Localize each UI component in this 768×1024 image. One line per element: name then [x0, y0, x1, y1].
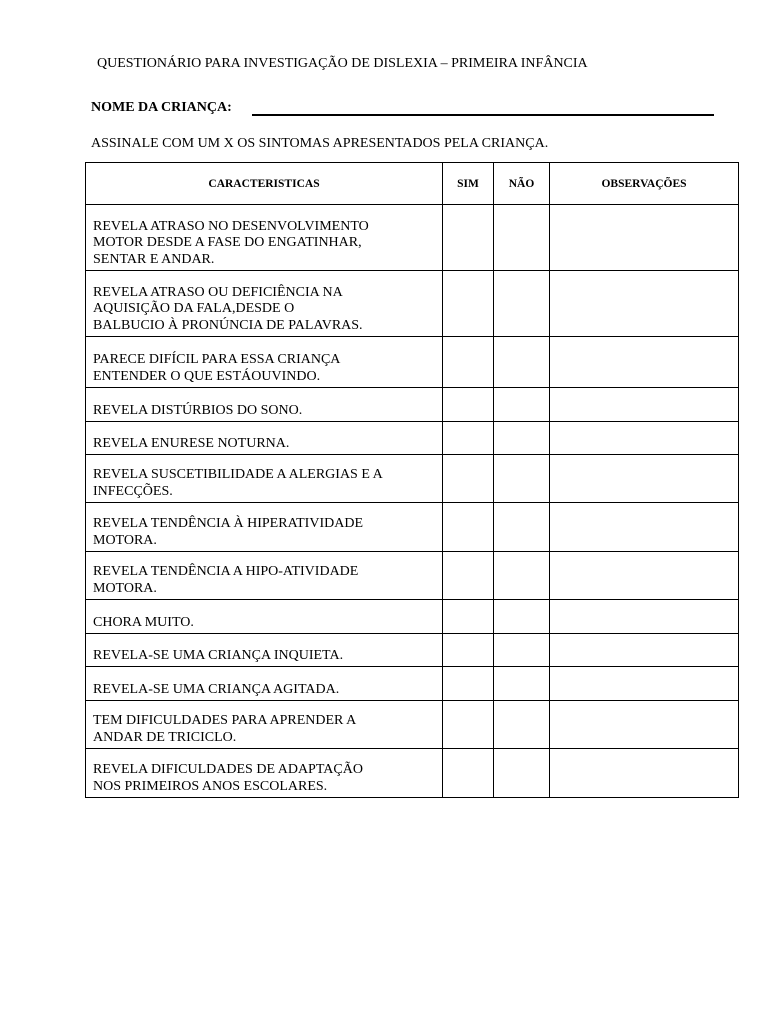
table-row	[86, 271, 739, 337]
table-row	[86, 749, 739, 798]
table-row	[86, 503, 739, 552]
sim-cell	[443, 701, 494, 749]
observations-cell	[550, 503, 739, 552]
characteristic-cell	[86, 600, 443, 634]
sim-cell	[443, 337, 494, 388]
instruction-text: ASSINALE COM UM X OS SINTOMAS APRESENTADOS PELA CRIANÇA.	[91, 136, 549, 151]
nao-cell	[494, 205, 550, 271]
characteristic-cell	[86, 271, 443, 337]
sim-cell	[443, 455, 494, 503]
sim-cell	[443, 388, 494, 422]
observations-cell	[550, 749, 739, 798]
characteristic-text-line: REVELA DIFICULDADES DE ADAPTAÇÃO	[93, 762, 363, 777]
characteristic-text-line: REVELA ATRASO OU DEFICIÊNCIA NA	[93, 284, 343, 300]
document-title: QUESTIONÁRIO PARA INVESTIGAÇÃO DE DISLEXIA – PRIMEIRA INFÂNCIA	[97, 56, 588, 71]
nao-cell	[494, 455, 550, 503]
nao-cell	[494, 701, 550, 749]
characteristic-text-line: ANDAR DE TRICICLO.	[93, 729, 237, 745]
table-row	[86, 701, 739, 749]
nao-cell	[494, 749, 550, 798]
sim-cell	[443, 552, 494, 600]
characteristic-cell	[86, 749, 443, 798]
header-characteristics: CARACTERISTICAS	[86, 163, 443, 205]
characteristic-cell	[86, 503, 443, 552]
sim-cell	[443, 205, 494, 271]
characteristic-cell	[86, 388, 443, 422]
sim-cell	[443, 271, 494, 337]
characteristic-text-line: BALBUCIO À PRONÚNCIA DE PALAVRAS.	[93, 317, 363, 333]
observations-cell	[550, 600, 739, 634]
nao-cell	[494, 337, 550, 388]
symptoms-table	[85, 162, 739, 798]
observations-cell	[550, 455, 739, 503]
characteristic-cell	[86, 422, 443, 455]
nao-cell	[494, 600, 550, 634]
nao-cell	[494, 271, 550, 337]
characteristic-text-line: INFECÇÕES.	[93, 483, 173, 499]
observations-cell	[550, 552, 739, 600]
characteristic-text-line: PARECE DIFÍCIL PARA ESSA CRIANÇA	[93, 352, 341, 367]
header-observations: OBSERVAÇÕES	[550, 163, 739, 205]
characteristic-cell	[86, 455, 443, 503]
characteristic-text-line: REVELA SUSCETIBILIDADE A ALERGIAS E A	[93, 467, 383, 482]
header-sim: SIM	[443, 163, 494, 205]
table-row	[86, 634, 739, 667]
nao-cell	[494, 667, 550, 701]
characteristic-text-line: REVELA-SE UMA CRIANÇA INQUIETA.	[93, 647, 344, 663]
table-row	[86, 600, 739, 634]
observations-cell	[550, 337, 739, 388]
sim-cell	[443, 667, 494, 701]
characteristic-text-line: MOTORA.	[93, 532, 157, 548]
table-row	[86, 205, 739, 271]
nao-cell	[494, 422, 550, 455]
sim-cell	[443, 422, 494, 455]
characteristic-cell	[86, 205, 443, 271]
characteristic-text-line: SENTAR E ANDAR.	[93, 251, 215, 267]
table-row	[86, 455, 739, 503]
sim-cell	[443, 503, 494, 552]
table-row	[86, 388, 739, 422]
characteristic-cell	[86, 552, 443, 600]
child-name-blank-line	[252, 114, 714, 116]
characteristic-cell	[86, 667, 443, 701]
table-header-row	[86, 163, 739, 205]
characteristic-text-line: REVELA ATRASO NO DESENVOLVIMENTO	[93, 218, 369, 234]
table-row	[86, 552, 739, 600]
characteristic-text-line: MOTOR DESDE A FASE DO ENGATINHAR,	[93, 235, 362, 250]
characteristic-text-line: CHORA MUITO.	[93, 614, 194, 630]
observations-cell	[550, 388, 739, 422]
child-name-label: NOME DA CRIANÇA:	[91, 100, 232, 115]
nao-cell	[494, 552, 550, 600]
characteristic-cell	[86, 634, 443, 667]
nao-cell	[494, 388, 550, 422]
characteristic-text-line: REVELA-SE UMA CRIANÇA AGITADA.	[93, 681, 340, 697]
header-nao: NÃO	[494, 163, 550, 205]
observations-cell	[550, 205, 739, 271]
table-row	[86, 667, 739, 701]
observations-cell	[550, 271, 739, 337]
characteristic-text-line: NOS PRIMEIROS ANOS ESCOLARES.	[93, 778, 328, 794]
sim-cell	[443, 600, 494, 634]
characteristic-text-line: REVELA TENDÊNCIA À HIPERATIVIDADE	[93, 516, 363, 531]
sim-cell	[443, 749, 494, 798]
observations-cell	[550, 701, 739, 749]
table-row	[86, 337, 739, 388]
characteristic-text-line: MOTORA.	[93, 580, 157, 596]
characteristic-text-line: REVELA ENURESE NOTURNA.	[93, 435, 290, 451]
observations-cell	[550, 667, 739, 701]
characteristic-text-line: REVELA TENDÊNCIA A HIPO-ATIVIDADE	[93, 564, 359, 579]
nao-cell	[494, 634, 550, 667]
characteristic-text-line: ENTENDER O QUE ESTÁOUVINDO.	[93, 368, 321, 384]
characteristic-text-line: REVELA DISTÚRBIOS DO SONO.	[93, 402, 303, 418]
observations-cell	[550, 634, 739, 667]
characteristic-cell	[86, 337, 443, 388]
characteristic-cell	[86, 701, 443, 749]
characteristic-text-line: AQUISIÇÃO DA FALA,DESDE O	[93, 301, 295, 316]
table-row	[86, 422, 739, 455]
characteristic-text-line: TEM DIFICULDADES PARA APRENDER A	[93, 713, 357, 728]
sim-cell	[443, 634, 494, 667]
observations-cell	[550, 422, 739, 455]
symptoms-table-body	[86, 205, 739, 798]
nao-cell	[494, 503, 550, 552]
